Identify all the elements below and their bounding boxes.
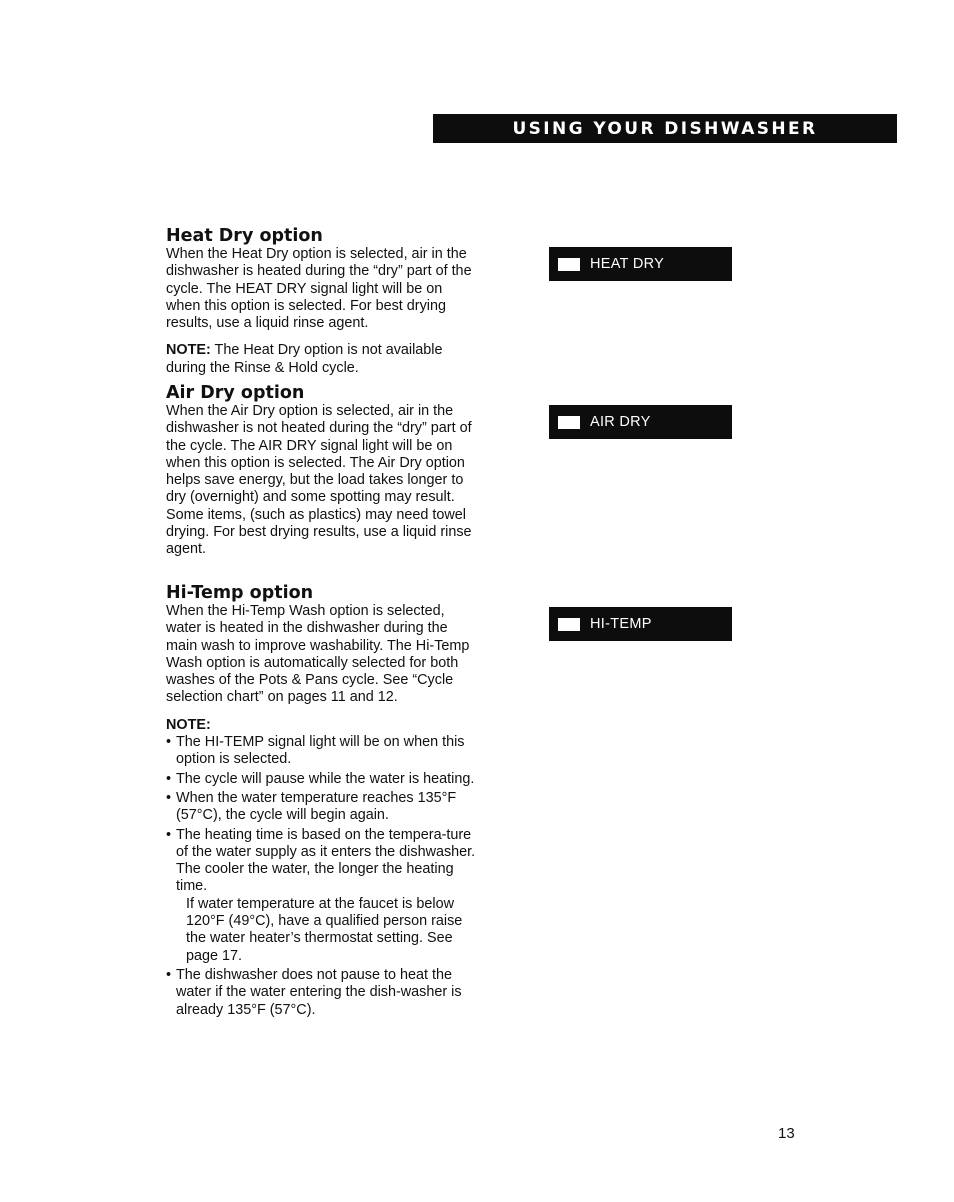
hi-temp-section bbox=[166, 583, 476, 1021]
list-item: • The cycle will pause while the water is heating. bbox=[166, 770, 475, 787]
list-item: • The heating time is based on the tempera-ture of the water supply as it enters the dishwasher. The cooler the water, the longer the heating time. If water temperature at the faucet is below 120°F (49°C), have a qualified person raise the water heater’s thermostat setting. See page 17. bbox=[166, 826, 476, 964]
signal-light-icon bbox=[558, 618, 580, 631]
air-dry-heading: Air Dry option bbox=[166, 383, 305, 403]
heat-dry-body: When the Heat Dry option is selected, air in the dishwasher is heated during the “dry” part of the cycle. The HEAT DRY signal light will be on when this option is selected. For best drying results, use a liquid rinse agent. bbox=[166, 246, 472, 332]
heat-dry-section bbox=[166, 226, 476, 377]
list-item: • The HI-TEMP signal light will be on when this option is selected. bbox=[166, 734, 465, 768]
heat-dry-note-label: NOTE: bbox=[166, 342, 211, 359]
hi-temp-heading: Hi-Temp option bbox=[166, 583, 314, 603]
section-title: USING YOUR DISHWASHER bbox=[512, 118, 818, 139]
list-item-extra: If water temperature at the faucet is below 120°F (49°C), have a qualified person raise the water heater’s thermostat setting. See page 17. bbox=[186, 895, 463, 964]
heat-dry-note bbox=[166, 342, 476, 377]
signal-light-icon bbox=[558, 258, 580, 271]
heat-dry-heading: Heat Dry option bbox=[166, 226, 323, 246]
hi-temp-note-label: NOTE: bbox=[166, 716, 211, 733]
page-number: 13 bbox=[778, 1125, 795, 1142]
list-item: • When the water temperature reaches 135°F (57°C), the cycle will begin again. bbox=[166, 789, 457, 824]
hi-temp-note-list bbox=[166, 734, 476, 1019]
list-item: • The dishwasher does not pause to heat the water if the water entering the dish-washer is already 135°F (57°C). bbox=[166, 966, 462, 1018]
heat-dry-signal-label: HEAT DRY bbox=[590, 256, 665, 272]
hi-temp-body: When the Hi-Temp Wash option is selected, water is heated in the dishwasher during the main wash to improve washability. The Hi-Temp Wash option is automatically selected for both washes of the Pots & Pans cycle. See “Cycle selection chart” on pages 11 and 12. bbox=[166, 603, 470, 706]
hi-temp-signal-label: HI-TEMP bbox=[590, 616, 652, 632]
hi-temp-signal bbox=[549, 607, 732, 641]
section-header bbox=[433, 114, 897, 143]
air-dry-body: When the Air Dry option is selected, air in the dishwasher is not heated during the “dry” part of the cycle. The AIR DRY signal light will be on when this option is selected. The Air Dry option helps save energy, but the load takes longer to dry (overnight) and some spotting may result. Some items, (such as plastics) may need towel drying. For best drying results, use a liquid rinse agent. bbox=[166, 403, 472, 558]
air-dry-section bbox=[166, 383, 476, 559]
signal-light-icon bbox=[558, 416, 580, 429]
heat-dry-note-text: The Heat Dry option is not available during the Rinse & Hold cycle. bbox=[166, 342, 443, 376]
air-dry-signal-label: AIR DRY bbox=[590, 414, 651, 430]
heat-dry-signal bbox=[549, 247, 732, 281]
air-dry-signal bbox=[549, 405, 732, 439]
